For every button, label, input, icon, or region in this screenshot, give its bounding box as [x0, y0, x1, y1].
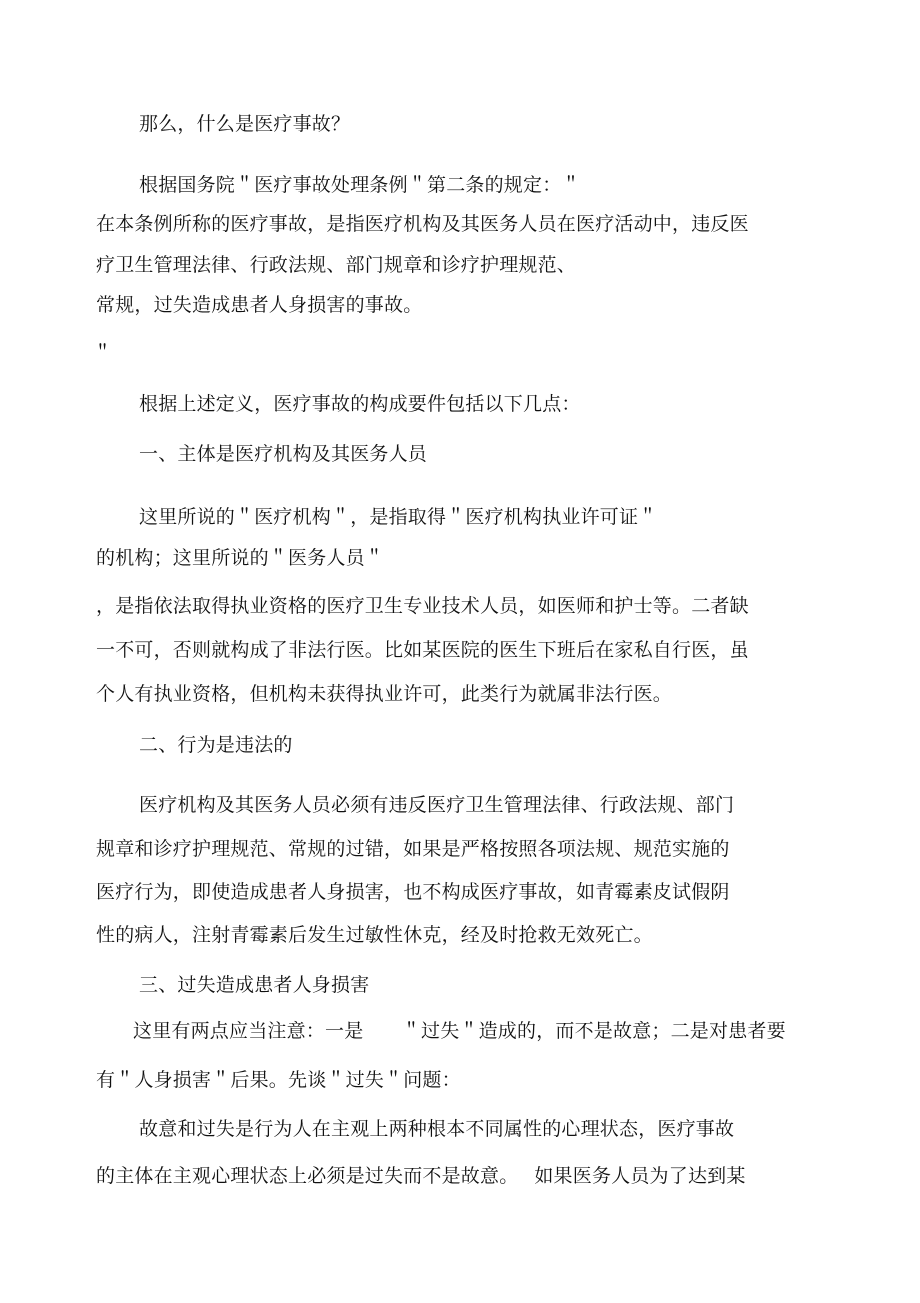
paragraph-line: 医疗机构及其医务人员必须有违反医疗卫生管理法律、行政法规、部门	[139, 794, 735, 816]
paragraph-line: 根据国务院＂医疗事故处理条例＂第二条的规定：＂	[139, 174, 581, 196]
paragraph-line: 这里有两点应当注意：一是 ＂过失＂造成的，而不是故意；二是对患者要	[133, 1020, 786, 1042]
paragraph-line: ，是指依法取得执业资格的医疗卫生专业技术人员，如医师和护士等。二者缺	[96, 595, 749, 617]
paragraph-line: 一不可，否则就构成了非法行医。比如某医院的医生下班后在家私自行医，虽	[96, 639, 749, 661]
paragraph-line: 规章和诊疗护理规范、常规的过错，如果是严格按照各项法规、规范实施的	[96, 838, 730, 860]
section-heading: 一、主体是医疗机构及其医务人员	[139, 443, 428, 465]
paragraph-line: 根据上述定义，医疗事故的构成要件包括以下几点：	[139, 393, 581, 415]
paragraph-line: 医疗行为，即使造成患者人身损害，也不构成医疗事故，如青霉素皮试假阴	[96, 881, 730, 903]
paragraph-line: 性的病人，注射青霉素后发生过敏性休克，经及时抢救无效死亡。	[96, 924, 653, 946]
section-heading: 三、过失造成患者人身损害	[139, 974, 370, 996]
paragraph-line: 常规，过失造成患者人身损害的事故。	[96, 294, 423, 316]
paragraph-line: 的机构；这里所说的＂医务人员＂	[96, 547, 385, 569]
paragraph-line: 这里所说的＂医疗机构＂，是指取得＂医疗机构执业许可证＂	[139, 506, 658, 528]
paragraph-line: ＂	[93, 342, 113, 364]
paragraph-line: 疗卫生管理法律、行政法规、部门规章和诊疗护理规范、	[96, 254, 577, 276]
paragraph-line: 个人有执业资格，但机构未获得执业许可，此类行为就属非法行医。	[96, 683, 673, 705]
paragraph-line: 有＂人身损害＂后果。先谈＂过失＂问题：	[96, 1069, 461, 1091]
section-heading: 二、行为是违法的	[139, 734, 293, 756]
question-heading: 那么，什么是医疗事故？	[139, 113, 351, 135]
paragraph-line: 故意和过失是行为人在主观上两种根本不同属性的心理状态，医疗事故	[139, 1118, 735, 1140]
paragraph-line: 在本条例所称的医疗事故，是指医疗机构及其医务人员在医疗活动中，违反医	[96, 213, 749, 235]
paragraph-line: 的主体在主观心理状态上必须是过失而不是故意。 如果医务人员为了达到某	[96, 1165, 746, 1187]
